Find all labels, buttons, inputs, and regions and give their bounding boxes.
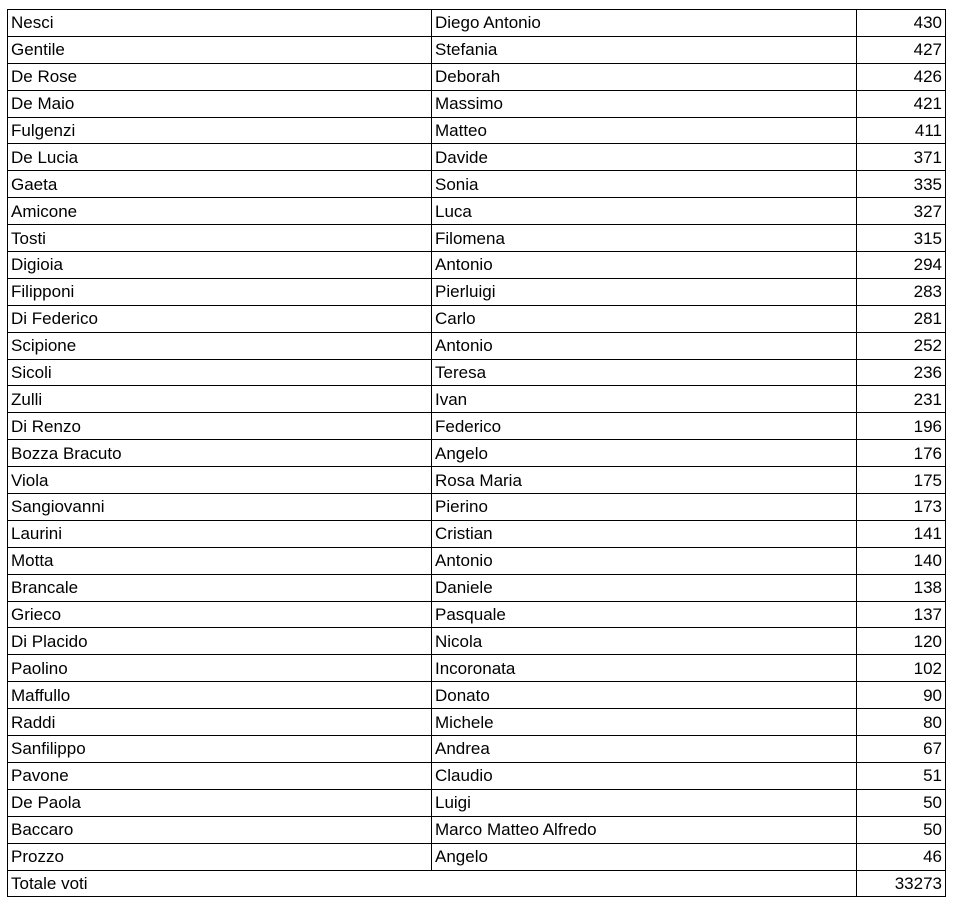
table-row: [8, 655, 946, 682]
first-name-cell: Massimo: [432, 90, 857, 117]
first-name-cell: Sonia: [432, 171, 857, 198]
votes-cell: 426: [857, 63, 946, 90]
surname-cell: Zulli: [8, 386, 432, 413]
surname-cell: De Paola: [8, 789, 432, 816]
surname-cell: Maffullo: [8, 682, 432, 709]
surname-cell: Baccaro: [8, 816, 432, 843]
votes-cell: 281: [857, 305, 946, 332]
votes-cell: 140: [857, 547, 946, 574]
surname-cell: Viola: [8, 467, 432, 494]
votes-cell: 51: [857, 762, 946, 789]
table-row: [8, 63, 946, 90]
table-row: [8, 494, 946, 521]
votes-cell: 335: [857, 171, 946, 198]
total-label-cell: Totale voti: [8, 870, 857, 897]
votes-cell: 141: [857, 520, 946, 547]
surname-cell: De Rose: [8, 63, 432, 90]
table-row: [8, 278, 946, 305]
table-row: [8, 225, 946, 252]
first-name-cell: Carlo: [432, 305, 857, 332]
first-name-cell: Ivan: [432, 386, 857, 413]
surname-cell: Raddi: [8, 709, 432, 736]
surname-cell: Fulgenzi: [8, 117, 432, 144]
table-row: [8, 252, 946, 279]
table-row: [8, 789, 946, 816]
surname-cell: Di Federico: [8, 305, 432, 332]
table-row: [8, 601, 946, 628]
surname-cell: Pavone: [8, 762, 432, 789]
first-name-cell: Deborah: [432, 63, 857, 90]
surname-cell: Gentile: [8, 36, 432, 63]
first-name-cell: Davide: [432, 144, 857, 171]
first-name-cell: Marco Matteo Alfredo: [432, 816, 857, 843]
total-row: [8, 870, 946, 897]
first-name-cell: Pierluigi: [432, 278, 857, 305]
first-name-cell: Daniele: [432, 574, 857, 601]
table-row: [8, 520, 946, 547]
surname-cell: Grieco: [8, 601, 432, 628]
votes-cell: 294: [857, 252, 946, 279]
surname-cell: Tosti: [8, 225, 432, 252]
surname-cell: Motta: [8, 547, 432, 574]
surname-cell: Filipponi: [8, 278, 432, 305]
surname-cell: Sanfilippo: [8, 736, 432, 763]
first-name-cell: Cristian: [432, 520, 857, 547]
table-row: [8, 90, 946, 117]
table-row: [8, 762, 946, 789]
surname-cell: Sangiovanni: [8, 494, 432, 521]
table-row: [8, 413, 946, 440]
first-name-cell: Diego Antonio: [432, 10, 857, 37]
table-row: [8, 736, 946, 763]
surname-cell: Digioia: [8, 252, 432, 279]
table-row: [8, 332, 946, 359]
table-row: [8, 117, 946, 144]
first-name-cell: Federico: [432, 413, 857, 440]
votes-cell: 120: [857, 628, 946, 655]
votes-cell: 411: [857, 117, 946, 144]
vote-results-table: [7, 9, 946, 897]
first-name-cell: Nicola: [432, 628, 857, 655]
votes-cell: 173: [857, 494, 946, 521]
votes-cell: 421: [857, 90, 946, 117]
table-row: [8, 574, 946, 601]
table-row: [8, 386, 946, 413]
first-name-cell: Luigi: [432, 789, 857, 816]
table-row: [8, 305, 946, 332]
votes-cell: 50: [857, 789, 946, 816]
first-name-cell: Claudio: [432, 762, 857, 789]
votes-cell: 371: [857, 144, 946, 171]
votes-cell: 138: [857, 574, 946, 601]
table-row: [8, 359, 946, 386]
votes-cell: 427: [857, 36, 946, 63]
votes-cell: 90: [857, 682, 946, 709]
table-row: [8, 171, 946, 198]
votes-cell: 67: [857, 736, 946, 763]
table-row: [8, 816, 946, 843]
votes-cell: 46: [857, 843, 946, 870]
surname-cell: De Maio: [8, 90, 432, 117]
votes-cell: 176: [857, 440, 946, 467]
table-row: [8, 440, 946, 467]
votes-cell: 327: [857, 198, 946, 225]
votes-cell: 231: [857, 386, 946, 413]
first-name-cell: Filomena: [432, 225, 857, 252]
votes-cell: 196: [857, 413, 946, 440]
first-name-cell: Teresa: [432, 359, 857, 386]
surname-cell: Sicoli: [8, 359, 432, 386]
first-name-cell: Michele: [432, 709, 857, 736]
votes-cell: 80: [857, 709, 946, 736]
votes-cell: 236: [857, 359, 946, 386]
surname-cell: Prozzo: [8, 843, 432, 870]
surname-cell: Di Placido: [8, 628, 432, 655]
votes-cell: 430: [857, 10, 946, 37]
votes-cell: 137: [857, 601, 946, 628]
surname-cell: Amicone: [8, 198, 432, 225]
surname-cell: Bozza Bracuto: [8, 440, 432, 467]
votes-cell: 283: [857, 278, 946, 305]
table-row: [8, 144, 946, 171]
table-row: [8, 198, 946, 225]
total-votes-cell: 33273: [857, 870, 946, 897]
first-name-cell: Pasquale: [432, 601, 857, 628]
votes-cell: 175: [857, 467, 946, 494]
table-row: [8, 628, 946, 655]
surname-cell: De Lucia: [8, 144, 432, 171]
table-row: [8, 709, 946, 736]
table-row: [8, 36, 946, 63]
surname-cell: Di Renzo: [8, 413, 432, 440]
first-name-cell: Angelo: [432, 843, 857, 870]
first-name-cell: Incoronata: [432, 655, 857, 682]
table-body: [8, 10, 946, 897]
first-name-cell: Stefania: [432, 36, 857, 63]
votes-cell: 252: [857, 332, 946, 359]
first-name-cell: Matteo: [432, 117, 857, 144]
first-name-cell: Luca: [432, 198, 857, 225]
votes-cell: 315: [857, 225, 946, 252]
surname-cell: Laurini: [8, 520, 432, 547]
vote-results-sheet: [7, 9, 945, 897]
first-name-cell: Angelo: [432, 440, 857, 467]
table-row: [8, 682, 946, 709]
first-name-cell: Donato: [432, 682, 857, 709]
surname-cell: Scipione: [8, 332, 432, 359]
table-row: [8, 547, 946, 574]
table-row: [8, 843, 946, 870]
surname-cell: Nesci: [8, 10, 432, 37]
votes-cell: 102: [857, 655, 946, 682]
first-name-cell: Antonio: [432, 252, 857, 279]
first-name-cell: Antonio: [432, 332, 857, 359]
surname-cell: Gaeta: [8, 171, 432, 198]
first-name-cell: Antonio: [432, 547, 857, 574]
table-row: [8, 10, 946, 37]
first-name-cell: Rosa Maria: [432, 467, 857, 494]
votes-cell: 50: [857, 816, 946, 843]
first-name-cell: Pierino: [432, 494, 857, 521]
table-row: [8, 467, 946, 494]
surname-cell: Paolino: [8, 655, 432, 682]
first-name-cell: Andrea: [432, 736, 857, 763]
surname-cell: Brancale: [8, 574, 432, 601]
